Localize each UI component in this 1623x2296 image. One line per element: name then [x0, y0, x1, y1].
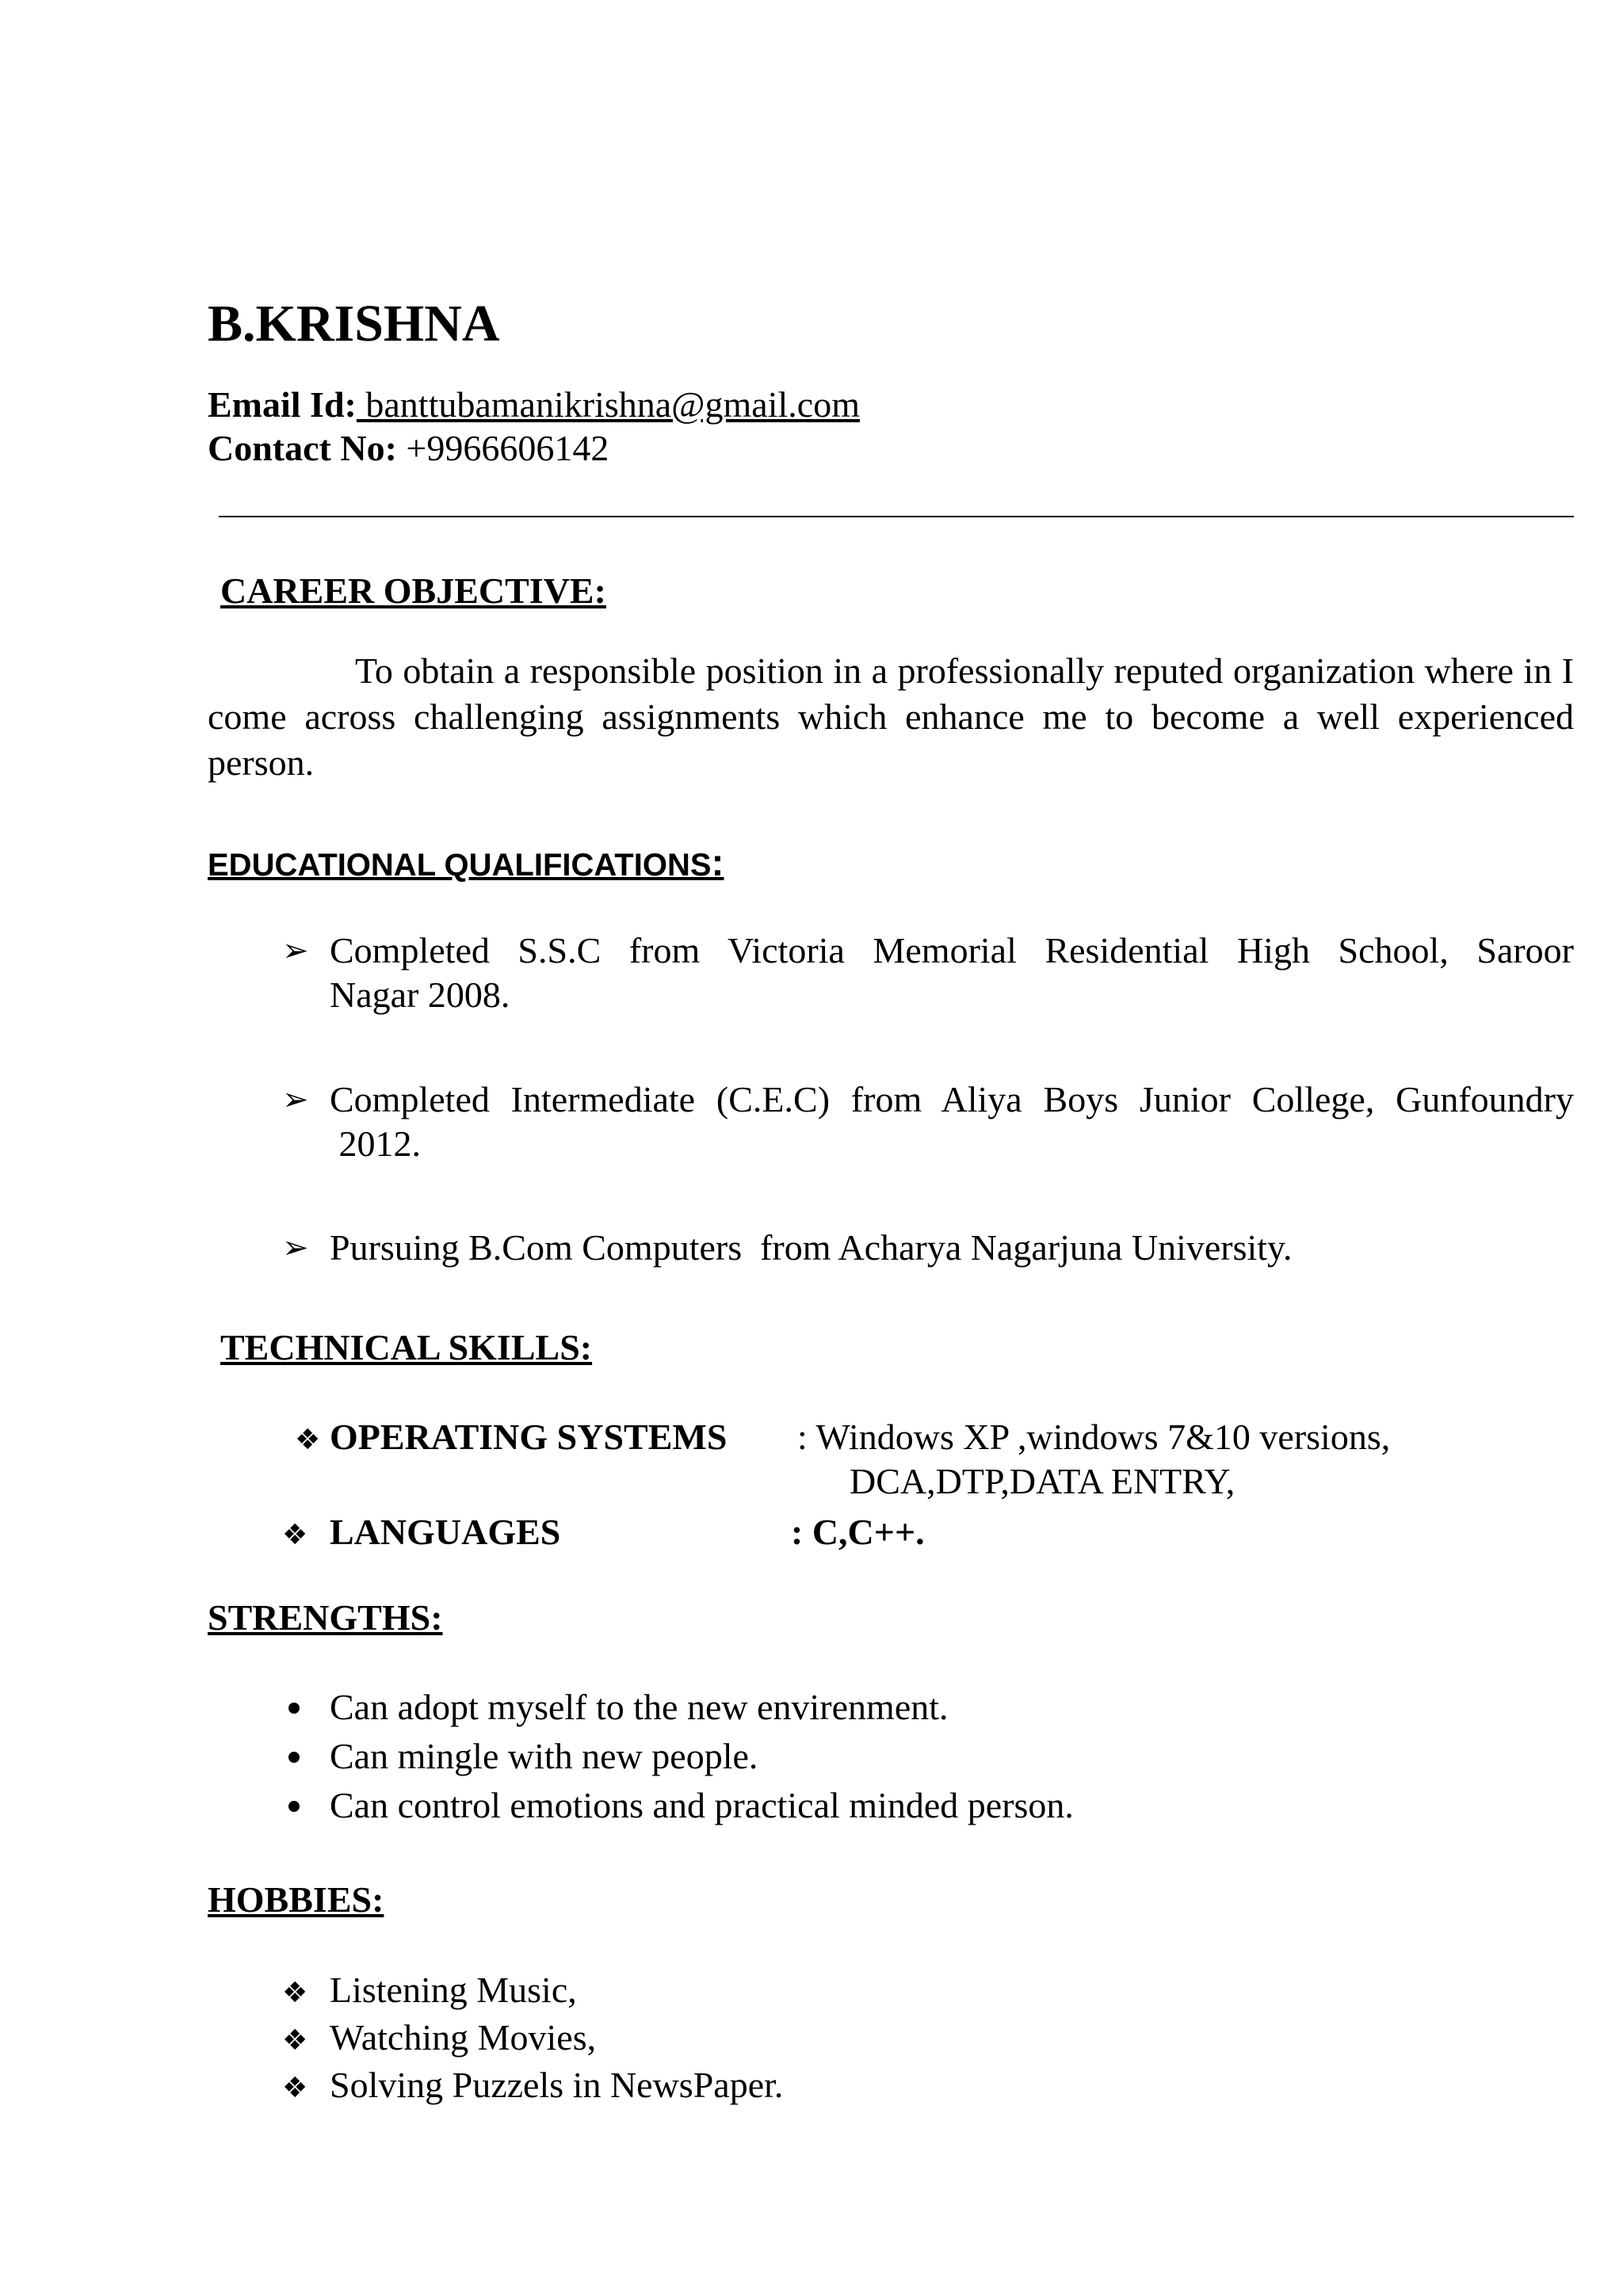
- email-label: Email Id:: [208, 384, 357, 425]
- hobby-item: [282, 1968, 1550, 2012]
- career-objective-heading: CAREER OBJECTIVE:: [220, 570, 606, 611]
- contact-label: Contact No:: [208, 428, 397, 468]
- hobby-text: Solving Puzzels in NewsPaper.: [330, 2065, 784, 2105]
- hobbies-heading: HOBBIES:: [208, 1879, 384, 1920]
- hobby-item: [282, 2016, 1550, 2060]
- strength-text: Can mingle with new people.: [330, 1736, 758, 1776]
- hobby-text: Listening Music,: [330, 1970, 577, 2010]
- education-item-line2: 2012.: [330, 1123, 421, 1164]
- arrow-bullet-icon: ➢: [282, 1230, 309, 1266]
- bullet-dot-icon: [288, 1703, 300, 1714]
- technical-skills-heading: TECHNICAL SKILLS:: [220, 1327, 593, 1367]
- diamond-bullet-icon: ❖: [282, 2072, 308, 2104]
- hobby-text: Watching Movies,: [330, 2017, 597, 2058]
- diamond-bullet-icon: ❖: [282, 1519, 308, 1551]
- strength-item: [282, 1734, 1550, 1779]
- diamond-bullet-icon: ❖: [295, 1424, 321, 1456]
- skill-label: LANGUAGES: [330, 1512, 561, 1552]
- education-item-line1: Pursuing B.Com Computers from Acharya Nagarjuna University.: [330, 1227, 1293, 1268]
- strength-text: Can adopt myself to the new envirenment.: [330, 1687, 949, 1727]
- arrow-bullet-icon: ➢: [282, 933, 309, 969]
- header-divider: [219, 516, 1574, 517]
- education-item-line1: Completed Intermediate (C.E.C) from Aliya Boys Junior College, Gunfoundry: [330, 1079, 1574, 1119]
- skill-value-line1: : C,C++.: [791, 1512, 925, 1552]
- email-line: [208, 384, 860, 425]
- contact-number: +9966606142: [396, 428, 609, 468]
- diamond-bullet-icon: ❖: [282, 2024, 308, 2057]
- strength-item: [282, 1783, 1550, 1828]
- candidate-name: B.KRISHNA: [208, 295, 500, 353]
- education-item: [282, 929, 1574, 1024]
- education-item-line1: Completed S.S.C from Victoria Memorial Residential High School, Saroor: [330, 930, 1574, 971]
- skill-value-line1: : Windows XP ,windows 7&10 versions,: [797, 1417, 1391, 1457]
- career-objective-text: To obtain a responsible position in a professionally reputed organization where in I come across challenging assignments which enhance me to become a well experienced person.: [208, 650, 1574, 783]
- strengths-heading: STRENGTHS:: [208, 1597, 443, 1638]
- education-heading-text: EDUCATIONAL QUALIFICATIONS: [208, 848, 712, 883]
- hobby-item: [282, 2063, 1550, 2107]
- education-item-line2: Nagar 2008.: [330, 974, 510, 1015]
- skill-label: OPERATING SYSTEMS: [330, 1417, 727, 1457]
- education-item: [282, 1077, 1574, 1173]
- contact-line: [208, 430, 609, 467]
- bullet-dot-icon: [288, 1801, 300, 1812]
- email-link[interactable]: banttubamanikrishna@gmail.com: [356, 384, 860, 425]
- strength-text: Can control emotions and practical minded person.: [330, 1785, 1074, 1825]
- education-heading-colon: :: [711, 842, 724, 884]
- education-heading: [208, 842, 724, 884]
- skill-item-languages: [282, 1510, 1550, 1554]
- diamond-bullet-icon: ❖: [282, 1977, 308, 2009]
- arrow-bullet-icon: ➢: [282, 1081, 309, 1118]
- bullet-dot-icon: [288, 1752, 300, 1763]
- strength-item: [282, 1685, 1550, 1730]
- education-item: [282, 1226, 1574, 1273]
- skill-value-line2: DCA,DTP,DATA ENTRY,: [850, 1461, 1235, 1501]
- skill-item-operating-systems: [295, 1415, 1563, 1504]
